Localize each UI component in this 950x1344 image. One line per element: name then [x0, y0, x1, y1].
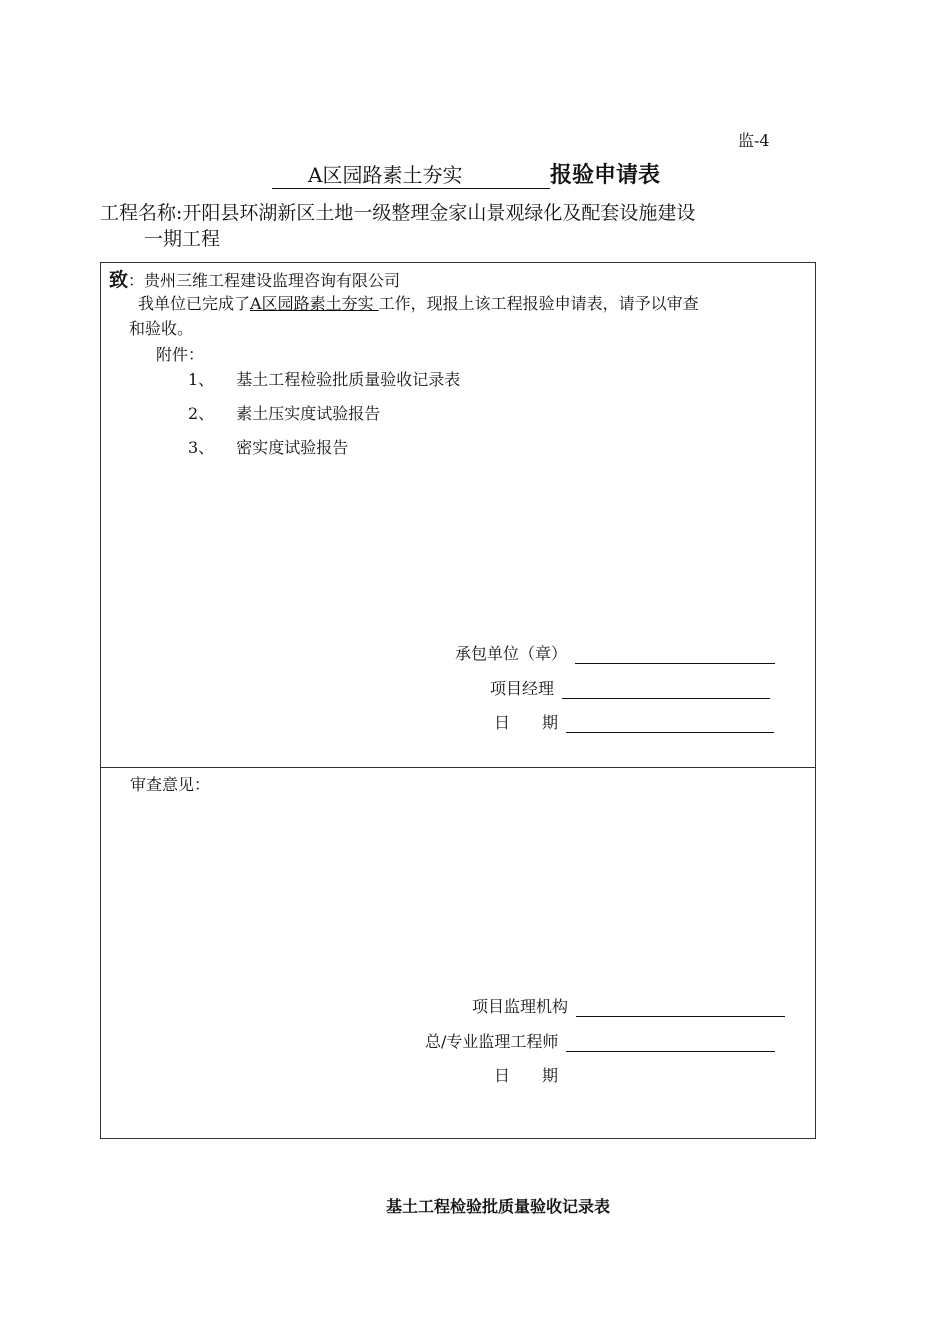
- supervisor-date-label: 日 期: [494, 1066, 559, 1085]
- attachment-item: 1、 基土工程检验批质量验收记录表: [188, 370, 461, 389]
- next-page-title: 基土工程检验批质量验收记录表: [385, 1197, 610, 1216]
- contractor-unit-row: [455, 641, 775, 664]
- form-code: 监-4: [738, 131, 770, 150]
- statement-line1: 我单位已完成了A区园路素土夯实 工作，现报上该工程报验申请表，请予以审查: [138, 294, 699, 313]
- project-name: 工程名称:开阳县环湖新区土地一级整理金家山景观绿化及配套设施建设 一期工程: [100, 200, 820, 252]
- statement-line2: 和验收。: [129, 319, 194, 338]
- recipient-line: 致：贵州三维工程建设监理咨询有限公司: [109, 269, 401, 291]
- recipient-name: 贵州三维工程建设监理咨询有限公司: [144, 271, 401, 290]
- review-opinion-label: 审查意见：: [130, 775, 211, 794]
- project-name-line1: 开阳县环湖新区土地一级整理金家山景观绿化及配套设施建设: [182, 202, 696, 224]
- title-suffix: 报验申请表: [550, 163, 661, 188]
- to-prefix: 致: [109, 269, 129, 291]
- supervisor-org-signature-line[interactable]: [576, 1000, 785, 1017]
- contractor-date-label: 日 期: [494, 713, 559, 732]
- project-label: 工程名称: [100, 202, 177, 224]
- supervisor-org-label: 项目监理机构: [472, 997, 569, 1016]
- attachment-item: 2、 素土压实度试验报告: [188, 404, 381, 423]
- title-work-item: A区园路素土夯实: [308, 163, 463, 187]
- attachments-label: 附件：: [156, 345, 205, 364]
- title-work-item-blank: [272, 159, 550, 189]
- supervisor-org-row: [472, 994, 785, 1017]
- contractor-date-line[interactable]: [566, 716, 774, 733]
- contractor-unit-label: 承包单位（章）: [455, 644, 568, 663]
- contractor-unit-signature-line[interactable]: [575, 647, 775, 664]
- work-item-underlined: A区园路素土夯实: [250, 294, 374, 313]
- section-divider: [101, 767, 815, 768]
- chief-engineer-label: 总/专业监理工程师: [425, 1032, 559, 1051]
- project-name-line2: 一期工程: [144, 228, 221, 250]
- form-title: [272, 158, 660, 189]
- project-manager-label: 项目经理: [490, 679, 555, 698]
- chief-engineer-row: [425, 1029, 775, 1052]
- chief-engineer-signature-line[interactable]: [566, 1035, 775, 1052]
- project-manager-row: [490, 676, 770, 699]
- attachment-item: 3、 密实度试验报告: [188, 438, 349, 457]
- application-form-box: [100, 262, 816, 1139]
- project-manager-signature-line[interactable]: [562, 682, 770, 699]
- contractor-date-row: [494, 710, 774, 733]
